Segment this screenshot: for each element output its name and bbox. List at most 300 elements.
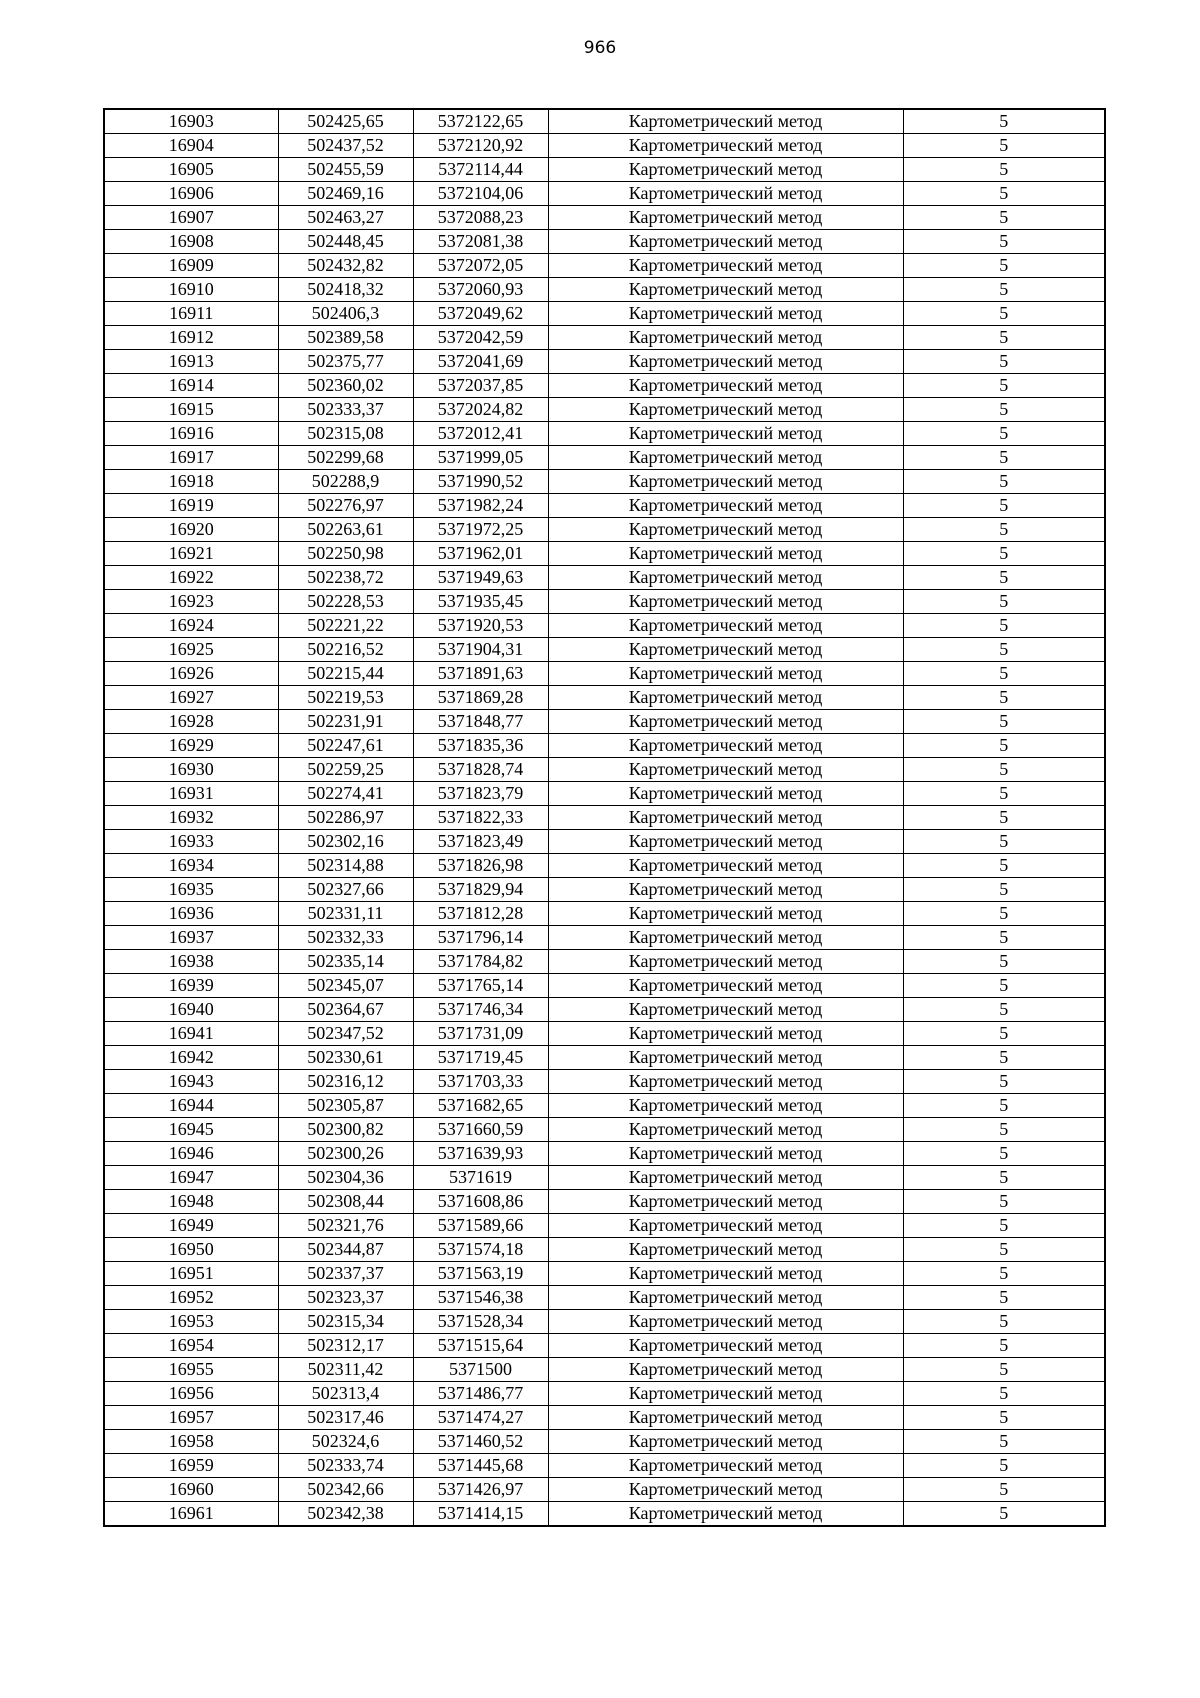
accuracy-cell: 5 [903,590,1105,614]
point-number-cell: 16939 [104,974,278,998]
method-cell: Картометрический метод [548,494,903,518]
method-cell: Картометрический метод [548,1046,903,1070]
y-coordinate-cell: 5372060,93 [413,278,548,302]
table-row [104,878,1105,902]
method-cell: Картометрический метод [548,422,903,446]
y-coordinate-cell: 5371414,15 [413,1502,548,1527]
table-row [104,542,1105,566]
x-coordinate-cell: 502238,72 [278,566,413,590]
point-number-cell: 16913 [104,350,278,374]
table-row [104,470,1105,494]
table-row [104,422,1105,446]
accuracy-cell: 5 [903,1070,1105,1094]
accuracy-cell: 5 [903,398,1105,422]
accuracy-cell: 5 [903,470,1105,494]
x-coordinate-cell: 502335,14 [278,950,413,974]
table-row [104,1310,1105,1334]
table-row [104,614,1105,638]
accuracy-cell: 5 [903,662,1105,686]
table-row [104,686,1105,710]
point-number-cell: 16932 [104,806,278,830]
y-coordinate-cell: 5371962,01 [413,542,548,566]
x-coordinate-cell: 502231,91 [278,710,413,734]
method-cell: Картометрический метод [548,542,903,566]
accuracy-cell: 5 [903,1286,1105,1310]
x-coordinate-cell: 502228,53 [278,590,413,614]
accuracy-cell: 5 [903,446,1105,470]
method-cell: Картометрический метод [548,182,903,206]
point-number-cell: 16914 [104,374,278,398]
y-coordinate-cell: 5372012,41 [413,422,548,446]
table-row [104,782,1105,806]
point-number-cell: 16926 [104,662,278,686]
table-row [104,1262,1105,1286]
table-row [104,1238,1105,1262]
method-cell: Картометрический метод [548,1094,903,1118]
accuracy-cell: 5 [903,206,1105,230]
method-cell: Картометрический метод [548,614,903,638]
y-coordinate-cell: 5372120,92 [413,134,548,158]
y-coordinate-cell: 5372122,65 [413,109,548,134]
method-cell: Картометрический метод [548,1022,903,1046]
table-row [104,1358,1105,1382]
y-coordinate-cell: 5372081,38 [413,230,548,254]
x-coordinate-cell: 502342,38 [278,1502,413,1527]
x-coordinate-cell: 502331,11 [278,902,413,926]
accuracy-cell: 5 [903,1430,1105,1454]
method-cell: Картометрический метод [548,134,903,158]
method-cell: Картометрический метод [548,278,903,302]
point-number-cell: 16908 [104,230,278,254]
x-coordinate-cell: 502308,44 [278,1190,413,1214]
point-number-cell: 16937 [104,926,278,950]
x-coordinate-cell: 502288,9 [278,470,413,494]
accuracy-cell: 5 [903,542,1105,566]
x-coordinate-cell: 502299,68 [278,446,413,470]
table-row [104,1382,1105,1406]
method-cell: Картометрический метод [548,662,903,686]
y-coordinate-cell: 5371682,65 [413,1094,548,1118]
accuracy-cell: 5 [903,638,1105,662]
accuracy-cell: 5 [903,1406,1105,1430]
x-coordinate-cell: 502332,33 [278,926,413,950]
x-coordinate-cell: 502286,97 [278,806,413,830]
table-row [104,590,1105,614]
method-cell: Картометрический метод [548,1454,903,1478]
method-cell: Картометрический метод [548,1358,903,1382]
table-row [104,230,1105,254]
table-row [104,1070,1105,1094]
method-cell: Картометрический метод [548,1310,903,1334]
point-number-cell: 16958 [104,1430,278,1454]
y-coordinate-cell: 5371500 [413,1358,548,1382]
accuracy-cell: 5 [903,1454,1105,1478]
table-row [104,1454,1105,1478]
method-cell: Картометрический метод [548,230,903,254]
x-coordinate-cell: 502316,12 [278,1070,413,1094]
accuracy-cell: 5 [903,830,1105,854]
x-coordinate-cell: 502321,76 [278,1214,413,1238]
point-number-cell: 16916 [104,422,278,446]
x-coordinate-cell: 502333,74 [278,1454,413,1478]
x-coordinate-cell: 502437,52 [278,134,413,158]
point-number-cell: 16906 [104,182,278,206]
x-coordinate-cell: 502330,61 [278,1046,413,1070]
x-coordinate-cell: 502304,36 [278,1166,413,1190]
point-number-cell: 16919 [104,494,278,518]
point-number-cell: 16950 [104,1238,278,1262]
accuracy-cell: 5 [903,782,1105,806]
y-coordinate-cell: 5371515,64 [413,1334,548,1358]
x-coordinate-cell: 502263,61 [278,518,413,542]
y-coordinate-cell: 5371474,27 [413,1406,548,1430]
point-number-cell: 16921 [104,542,278,566]
y-coordinate-cell: 5371660,59 [413,1118,548,1142]
point-number-cell: 16961 [104,1502,278,1527]
method-cell: Картометрический метод [548,109,903,134]
table-row [104,158,1105,182]
x-coordinate-cell: 502323,37 [278,1286,413,1310]
method-cell: Картометрический метод [548,470,903,494]
y-coordinate-cell: 5371826,98 [413,854,548,878]
y-coordinate-cell: 5371546,38 [413,1286,548,1310]
y-coordinate-cell: 5371935,45 [413,590,548,614]
x-coordinate-cell: 502389,58 [278,326,413,350]
point-number-cell: 16907 [104,206,278,230]
x-coordinate-cell: 502247,61 [278,734,413,758]
y-coordinate-cell: 5371904,31 [413,638,548,662]
method-cell: Картометрический метод [548,1286,903,1310]
method-cell: Картометрический метод [548,398,903,422]
table-row [104,326,1105,350]
table-row [104,734,1105,758]
point-number-cell: 16960 [104,1478,278,1502]
method-cell: Картометрический метод [548,1334,903,1358]
accuracy-cell: 5 [903,998,1105,1022]
accuracy-cell: 5 [903,1334,1105,1358]
table-row [104,566,1105,590]
point-number-cell: 16945 [104,1118,278,1142]
method-cell: Картометрический метод [548,686,903,710]
method-cell: Картометрический метод [548,1430,903,1454]
table-row [104,182,1105,206]
point-number-cell: 16923 [104,590,278,614]
accuracy-cell: 5 [903,326,1105,350]
method-cell: Картометрический метод [548,326,903,350]
x-coordinate-cell: 502425,65 [278,109,413,134]
x-coordinate-cell: 502333,37 [278,398,413,422]
y-coordinate-cell: 5371869,28 [413,686,548,710]
x-coordinate-cell: 502215,44 [278,662,413,686]
x-coordinate-cell: 502313,4 [278,1382,413,1406]
accuracy-cell: 5 [903,254,1105,278]
x-coordinate-cell: 502221,22 [278,614,413,638]
point-number-cell: 16946 [104,1142,278,1166]
y-coordinate-cell: 5371486,77 [413,1382,548,1406]
method-cell: Картометрический метод [548,1166,903,1190]
table-row [104,1214,1105,1238]
table-row [104,1166,1105,1190]
method-cell: Картометрический метод [548,518,903,542]
y-coordinate-cell: 5371835,36 [413,734,548,758]
table-row [104,109,1105,134]
table-row [104,494,1105,518]
x-coordinate-cell: 502347,52 [278,1022,413,1046]
method-cell: Картометрический метод [548,806,903,830]
accuracy-cell: 5 [903,1094,1105,1118]
table-row [104,638,1105,662]
accuracy-cell: 5 [903,974,1105,998]
point-number-cell: 16943 [104,1070,278,1094]
y-coordinate-cell: 5371822,33 [413,806,548,830]
accuracy-cell: 5 [903,1166,1105,1190]
accuracy-cell: 5 [903,566,1105,590]
y-coordinate-cell: 5371445,68 [413,1454,548,1478]
accuracy-cell: 5 [903,350,1105,374]
accuracy-cell: 5 [903,302,1105,326]
x-coordinate-cell: 502250,98 [278,542,413,566]
method-cell: Картометрический метод [548,758,903,782]
y-coordinate-cell: 5371828,74 [413,758,548,782]
x-coordinate-cell: 502216,52 [278,638,413,662]
y-coordinate-cell: 5371426,97 [413,1478,548,1502]
method-cell: Картометрический метод [548,446,903,470]
x-coordinate-cell: 502463,27 [278,206,413,230]
x-coordinate-cell: 502469,16 [278,182,413,206]
x-coordinate-cell: 502337,37 [278,1262,413,1286]
point-number-cell: 16944 [104,1094,278,1118]
point-number-cell: 16905 [104,158,278,182]
accuracy-cell: 5 [903,518,1105,542]
method-cell: Картометрический метод [548,1382,903,1406]
x-coordinate-cell: 502342,66 [278,1478,413,1502]
point-number-cell: 16929 [104,734,278,758]
y-coordinate-cell: 5371829,94 [413,878,548,902]
point-number-cell: 16904 [104,134,278,158]
x-coordinate-cell: 502259,25 [278,758,413,782]
x-coordinate-cell: 502432,82 [278,254,413,278]
y-coordinate-cell: 5371639,93 [413,1142,548,1166]
point-number-cell: 16936 [104,902,278,926]
method-cell: Картометрический метод [548,878,903,902]
table-row [104,278,1105,302]
point-number-cell: 16918 [104,470,278,494]
point-number-cell: 16931 [104,782,278,806]
method-cell: Картометрический метод [548,590,903,614]
table-row [104,350,1105,374]
accuracy-cell: 5 [903,1310,1105,1334]
method-cell: Картометрический метод [548,206,903,230]
point-number-cell: 16910 [104,278,278,302]
coordinates-table-body [104,109,1105,1526]
table-row [104,974,1105,998]
method-cell: Картометрический метод [548,638,903,662]
x-coordinate-cell: 502317,46 [278,1406,413,1430]
x-coordinate-cell: 502375,77 [278,350,413,374]
point-number-cell: 16959 [104,1454,278,1478]
x-coordinate-cell: 502312,17 [278,1334,413,1358]
x-coordinate-cell: 502274,41 [278,782,413,806]
table-row [104,998,1105,1022]
accuracy-cell: 5 [903,902,1105,926]
y-coordinate-cell: 5372114,44 [413,158,548,182]
accuracy-cell: 5 [903,1118,1105,1142]
y-coordinate-cell: 5372041,69 [413,350,548,374]
table-row [104,1286,1105,1310]
y-coordinate-cell: 5371719,45 [413,1046,548,1070]
point-number-cell: 16925 [104,638,278,662]
point-number-cell: 16947 [104,1166,278,1190]
accuracy-cell: 5 [903,878,1105,902]
point-number-cell: 16930 [104,758,278,782]
y-coordinate-cell: 5372049,62 [413,302,548,326]
table-row [104,254,1105,278]
method-cell: Картометрический метод [548,1406,903,1430]
method-cell: Картометрический метод [548,1142,903,1166]
accuracy-cell: 5 [903,614,1105,638]
method-cell: Картометрический метод [548,1070,903,1094]
point-number-cell: 16948 [104,1190,278,1214]
x-coordinate-cell: 502418,32 [278,278,413,302]
accuracy-cell: 5 [903,950,1105,974]
table-row [104,1430,1105,1454]
accuracy-cell: 5 [903,134,1105,158]
y-coordinate-cell: 5372104,06 [413,182,548,206]
y-coordinate-cell: 5372042,59 [413,326,548,350]
y-coordinate-cell: 5371589,66 [413,1214,548,1238]
x-coordinate-cell: 502276,97 [278,494,413,518]
x-coordinate-cell: 502455,59 [278,158,413,182]
method-cell: Картометрический метод [548,998,903,1022]
x-coordinate-cell: 502300,82 [278,1118,413,1142]
method-cell: Картометрический метод [548,254,903,278]
table-row [104,758,1105,782]
y-coordinate-cell: 5371999,05 [413,446,548,470]
method-cell: Картометрический метод [548,1214,903,1238]
table-row [104,374,1105,398]
point-number-cell: 16935 [104,878,278,902]
method-cell: Картометрический метод [548,1262,903,1286]
table-row [104,206,1105,230]
accuracy-cell: 5 [903,710,1105,734]
y-coordinate-cell: 5371848,77 [413,710,548,734]
y-coordinate-cell: 5371891,63 [413,662,548,686]
accuracy-cell: 5 [903,374,1105,398]
point-number-cell: 16934 [104,854,278,878]
x-coordinate-cell: 502300,26 [278,1142,413,1166]
accuracy-cell: 5 [903,1478,1105,1502]
table-row [104,662,1105,686]
y-coordinate-cell: 5371731,09 [413,1022,548,1046]
table-row [104,950,1105,974]
table-row [104,1118,1105,1142]
point-number-cell: 16903 [104,109,278,134]
accuracy-cell: 5 [903,1238,1105,1262]
point-number-cell: 16915 [104,398,278,422]
x-coordinate-cell: 502314,88 [278,854,413,878]
accuracy-cell: 5 [903,422,1105,446]
y-coordinate-cell: 5371574,18 [413,1238,548,1262]
method-cell: Картометрический метод [548,350,903,374]
point-number-cell: 16928 [104,710,278,734]
accuracy-cell: 5 [903,278,1105,302]
table-row [104,398,1105,422]
point-number-cell: 16955 [104,1358,278,1382]
method-cell: Картометрический метод [548,950,903,974]
y-coordinate-cell: 5371563,19 [413,1262,548,1286]
table-row [104,854,1105,878]
accuracy-cell: 5 [903,158,1105,182]
y-coordinate-cell: 5372037,85 [413,374,548,398]
x-coordinate-cell: 502305,87 [278,1094,413,1118]
method-cell: Картометрический метод [548,782,903,806]
accuracy-cell: 5 [903,926,1105,950]
point-number-cell: 16924 [104,614,278,638]
table-row [104,926,1105,950]
table-row [104,302,1105,326]
table-row [104,830,1105,854]
accuracy-cell: 5 [903,230,1105,254]
x-coordinate-cell: 502406,3 [278,302,413,326]
accuracy-cell: 5 [903,1502,1105,1527]
point-number-cell: 16940 [104,998,278,1022]
x-coordinate-cell: 502344,87 [278,1238,413,1262]
point-number-cell: 16917 [104,446,278,470]
x-coordinate-cell: 502302,16 [278,830,413,854]
page-number: 966 [583,38,617,58]
coordinates-table [103,108,1106,1527]
method-cell: Картометрический метод [548,158,903,182]
y-coordinate-cell: 5371784,82 [413,950,548,974]
x-coordinate-cell: 502448,45 [278,230,413,254]
x-coordinate-cell: 502364,67 [278,998,413,1022]
accuracy-cell: 5 [903,758,1105,782]
table-row [104,1190,1105,1214]
point-number-cell: 16957 [104,1406,278,1430]
accuracy-cell: 5 [903,1142,1105,1166]
y-coordinate-cell: 5372088,23 [413,206,548,230]
method-cell: Картометрический метод [548,302,903,326]
point-number-cell: 16927 [104,686,278,710]
accuracy-cell: 5 [903,109,1105,134]
accuracy-cell: 5 [903,734,1105,758]
method-cell: Картометрический метод [548,1478,903,1502]
y-coordinate-cell: 5371823,79 [413,782,548,806]
accuracy-cell: 5 [903,1190,1105,1214]
y-coordinate-cell: 5371746,34 [413,998,548,1022]
table-row [104,902,1105,926]
y-coordinate-cell: 5371619 [413,1166,548,1190]
accuracy-cell: 5 [903,1382,1105,1406]
accuracy-cell: 5 [903,182,1105,206]
table-row [104,1022,1105,1046]
point-number-cell: 16949 [104,1214,278,1238]
table-row [104,446,1105,470]
y-coordinate-cell: 5371920,53 [413,614,548,638]
method-cell: Картометрический метод [548,830,903,854]
y-coordinate-cell: 5371823,49 [413,830,548,854]
table-row [104,1094,1105,1118]
method-cell: Картометрический метод [548,974,903,998]
y-coordinate-cell: 5371608,86 [413,1190,548,1214]
y-coordinate-cell: 5371528,34 [413,1310,548,1334]
method-cell: Картометрический метод [548,1190,903,1214]
y-coordinate-cell: 5372024,82 [413,398,548,422]
method-cell: Картометрический метод [548,854,903,878]
table-row [104,518,1105,542]
method-cell: Картометрический метод [548,734,903,758]
method-cell: Картометрический метод [548,1118,903,1142]
